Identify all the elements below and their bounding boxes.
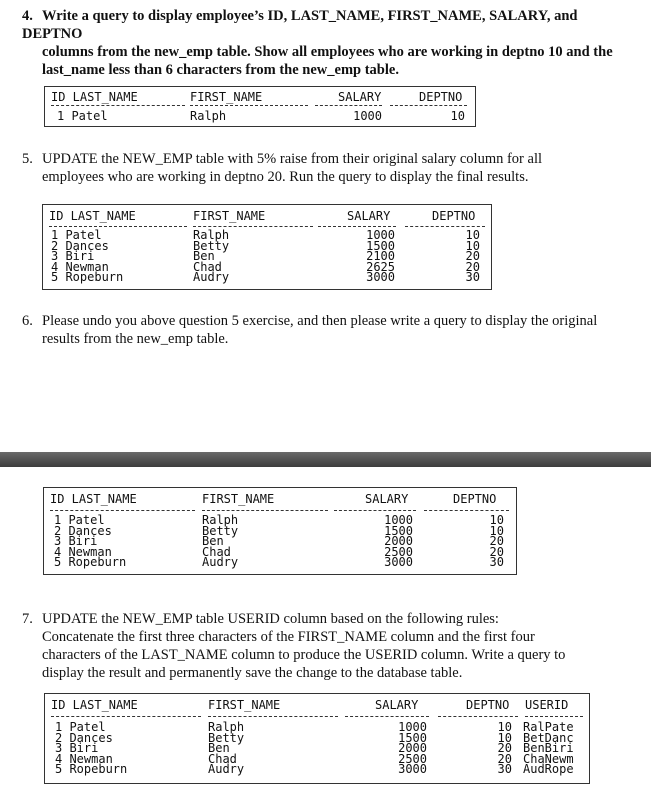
cell-first-name: Betty bbox=[208, 730, 245, 745]
cell-id-last-name: 3 Biri bbox=[55, 741, 99, 755]
column-header-deptno: DEPTNO bbox=[432, 209, 476, 223]
column-header-id-last-name: ID LAST_NAME bbox=[50, 492, 137, 506]
cell-salary: 2500 bbox=[384, 544, 413, 559]
cell-deptno: 10 bbox=[465, 228, 480, 242]
header-underline bbox=[525, 716, 583, 717]
question-6-line-1: Please undo you above question 5 exercise, and then please write a query to display the original bbox=[42, 313, 598, 329]
header-underline bbox=[390, 105, 467, 106]
result-table-1 bbox=[44, 86, 476, 127]
question-5-line-1: UPDATE the NEW_EMP table with 5% raise from their original salary column for all bbox=[42, 151, 542, 167]
question-4 bbox=[22, 7, 632, 79]
question-7-line-2: Concatenate the first three characters of the FIRST_NAME column and the first four bbox=[42, 629, 535, 645]
cell-salary: 1000 bbox=[384, 513, 413, 527]
cell-salary: 1000 bbox=[366, 228, 395, 242]
cell-salary: 2000 bbox=[384, 534, 413, 548]
cell-first-name: Audry bbox=[208, 762, 245, 776]
cell-salary: 1000 bbox=[353, 109, 382, 123]
header-underline bbox=[51, 105, 185, 106]
page-separator-bar bbox=[0, 452, 651, 467]
cell-first-name: Ben bbox=[193, 249, 215, 263]
cell-salary: 1000 bbox=[398, 720, 427, 734]
column-header-first-name: FIRST_NAME bbox=[190, 90, 263, 104]
cell-first-name: Ben bbox=[208, 741, 230, 755]
cell-first-name: Chad bbox=[208, 751, 237, 766]
cell-userid: BetDanc bbox=[523, 730, 574, 745]
header-underline bbox=[405, 226, 485, 227]
header-underline bbox=[51, 716, 201, 717]
question-6-line-2: results from the new_emp table. bbox=[42, 331, 229, 347]
cell-userid: RalPate bbox=[523, 720, 574, 734]
cell-deptno: 10 bbox=[497, 720, 512, 734]
cell-first-name: Audry bbox=[193, 270, 230, 284]
column-header-first-name: FIRST_NAME bbox=[193, 209, 266, 223]
cell-id-last-name: 5 Ropeburn bbox=[54, 555, 127, 569]
header-underline bbox=[438, 716, 518, 717]
cell-deptno: 30 bbox=[489, 555, 504, 569]
column-header-deptno: DEPTNO bbox=[419, 90, 463, 104]
question-6 bbox=[22, 312, 632, 348]
question-4-number: 4. bbox=[22, 8, 33, 24]
question-4-line-3: last_name less than 6 characters from the new_emp table. bbox=[42, 62, 399, 78]
header-underline bbox=[424, 510, 509, 511]
question-6-number: 6. bbox=[22, 313, 33, 329]
cell-userid: ChaNewm bbox=[523, 751, 574, 766]
result-table-2 bbox=[42, 204, 492, 290]
header-underline bbox=[315, 105, 382, 106]
question-5-number: 5. bbox=[22, 151, 33, 167]
cell-salary: 3000 bbox=[398, 762, 427, 776]
question-7-number: 7. bbox=[22, 611, 33, 627]
column-header-deptno: DEPTNO bbox=[466, 698, 510, 712]
header-underline bbox=[334, 510, 416, 511]
cell-deptno: 10 bbox=[489, 523, 504, 538]
cell-deptno: 20 bbox=[497, 751, 512, 766]
cell-id-last-name: 4 Newman bbox=[55, 751, 113, 766]
cell-id-last-name: 1 Patel bbox=[55, 720, 106, 734]
column-header-salary: SALARY bbox=[365, 492, 409, 506]
column-header-userid: USERID bbox=[525, 698, 569, 712]
cell-first-name: Ralph bbox=[193, 228, 230, 242]
cell-first-name: Ben bbox=[202, 534, 224, 548]
column-header-salary: SALARY bbox=[338, 90, 382, 104]
cell-first-name: Ralph bbox=[190, 109, 227, 123]
cell-first-name: Ralph bbox=[208, 720, 245, 734]
cell-first-name: Chad bbox=[193, 259, 222, 274]
cell-deptno: 20 bbox=[465, 249, 480, 263]
header-underline bbox=[193, 226, 313, 227]
cell-id-last-name: 3 Biri bbox=[54, 534, 98, 548]
column-header-salary: SALARY bbox=[347, 209, 391, 223]
header-underline bbox=[208, 716, 338, 717]
cell-userid: AudRope bbox=[523, 762, 574, 776]
cell-salary: 2100 bbox=[366, 249, 395, 263]
result-table-3 bbox=[43, 487, 517, 575]
column-header-id-last-name: ID LAST_NAME bbox=[51, 90, 138, 104]
question-7-line-4: display the result and permanently save the change to the database table. bbox=[42, 665, 463, 681]
cell-first-name: Betty bbox=[193, 238, 230, 253]
cell-deptno: 10 bbox=[450, 109, 465, 123]
cell-first-name: Audry bbox=[202, 555, 239, 569]
cell-userid: BenBiri bbox=[523, 741, 574, 755]
cell-id-last-name: 1 Patel bbox=[51, 228, 102, 242]
cell-id-last-name: 5 Ropeburn bbox=[51, 270, 124, 284]
cell-deptno: 20 bbox=[489, 534, 504, 548]
question-7-line-1: UPDATE the NEW_EMP table USERID column based on the following rules: bbox=[42, 611, 499, 627]
header-underline bbox=[50, 510, 195, 511]
column-header-deptno: DEPTNO bbox=[453, 492, 497, 506]
header-underline bbox=[345, 716, 429, 717]
question-4-line-1: Write a query to display employee’s ID, LAST_NAME, FIRST_NAME, SALARY, and DEPTNO bbox=[22, 8, 578, 42]
cell-salary: 2625 bbox=[366, 259, 395, 274]
cell-salary: 2000 bbox=[398, 741, 427, 755]
column-header-id-last-name: ID LAST_NAME bbox=[51, 698, 138, 712]
result-table-4 bbox=[44, 693, 590, 784]
cell-deptno: 20 bbox=[497, 741, 512, 755]
column-header-first-name: FIRST_NAME bbox=[202, 492, 275, 506]
cell-deptno: 30 bbox=[465, 270, 480, 284]
header-underline bbox=[190, 105, 308, 106]
cell-id-last-name: 2 Dances bbox=[51, 238, 109, 253]
cell-first-name: Chad bbox=[202, 544, 231, 559]
cell-salary: 1500 bbox=[366, 238, 395, 253]
question-5-line-2: employees who are working in deptno 20. Run the query to display the final results. bbox=[42, 169, 529, 185]
cell-deptno: 30 bbox=[497, 762, 512, 776]
cell-deptno: 10 bbox=[497, 730, 512, 745]
cell-salary: 2500 bbox=[398, 751, 427, 766]
cell-salary: 1500 bbox=[398, 730, 427, 745]
header-underline bbox=[202, 510, 328, 511]
cell-salary: 1500 bbox=[384, 523, 413, 538]
cell-deptno: 10 bbox=[465, 238, 480, 253]
cell-deptno: 20 bbox=[465, 259, 480, 274]
cell-id-last-name: 2 Dances bbox=[55, 730, 113, 745]
cell-id-last-name: 4 Newman bbox=[54, 544, 112, 559]
column-header-first-name: FIRST_NAME bbox=[208, 698, 281, 712]
cell-first-name: Betty bbox=[202, 523, 239, 538]
question-4-line-2: columns from the new_emp table. Show all employees who are working in deptno 10 and the bbox=[42, 44, 613, 60]
cell-id-last-name: 1 Patel bbox=[57, 109, 108, 123]
question-5 bbox=[22, 150, 632, 186]
column-header-id-last-name: ID LAST_NAME bbox=[49, 209, 136, 223]
cell-deptno: 20 bbox=[489, 544, 504, 559]
cell-salary: 3000 bbox=[384, 555, 413, 569]
question-7-line-3: characters of the LAST_NAME column to produce the USERID column. Write a query to bbox=[42, 647, 566, 663]
header-underline bbox=[49, 226, 187, 227]
cell-first-name: Ralph bbox=[202, 513, 239, 527]
column-header-salary: SALARY bbox=[375, 698, 419, 712]
cell-id-last-name: 2 Dances bbox=[54, 523, 112, 538]
cell-id-last-name: 4 Newman bbox=[51, 259, 109, 274]
cell-id-last-name: 3 Biri bbox=[51, 249, 95, 263]
cell-id-last-name: 5 Ropeburn bbox=[55, 762, 128, 776]
question-7 bbox=[22, 610, 632, 682]
cell-salary: 3000 bbox=[366, 270, 395, 284]
cell-id-last-name: 1 Patel bbox=[54, 513, 105, 527]
header-underline bbox=[318, 226, 396, 227]
cell-deptno: 10 bbox=[489, 513, 504, 527]
